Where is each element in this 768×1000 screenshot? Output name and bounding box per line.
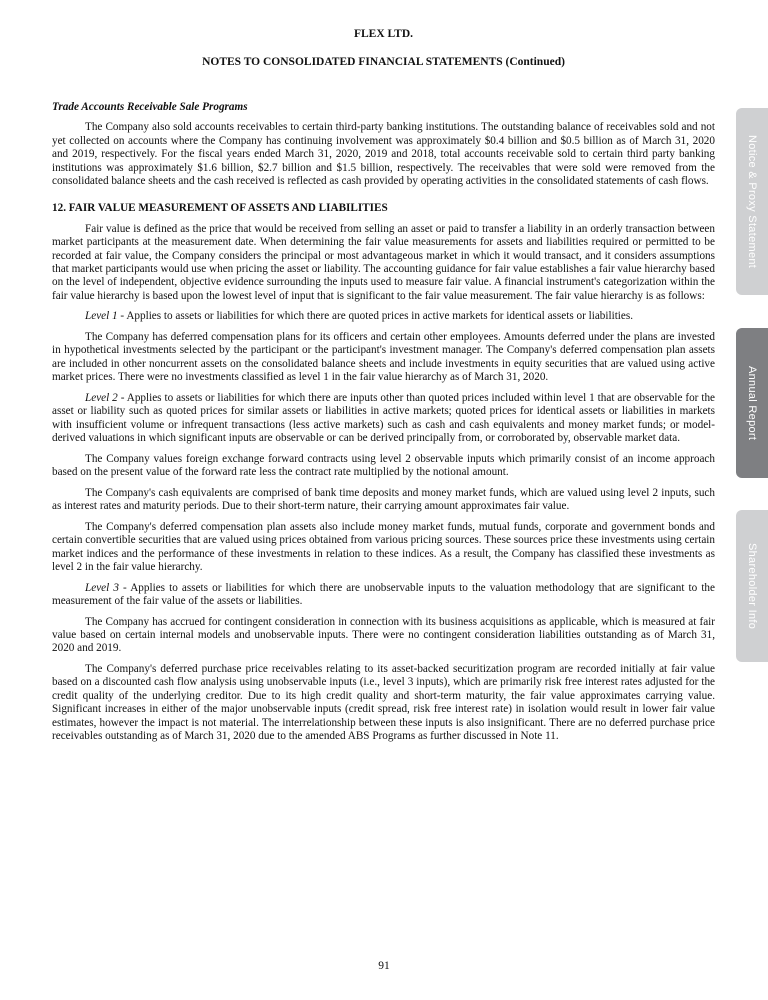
paragraph: The Company has accrued for contingent consideration in connection with its business acquisitions as applicable, which is measured at fair value based on certain internal models and unobservable inputs. There were no contingent consideration liabilities outstanding as of March 31, 2020 and 2019. bbox=[52, 615, 715, 655]
document-title: NOTES TO CONSOLIDATED FINANCIAL STATEMENTS (Continued) bbox=[202, 56, 565, 68]
document-body bbox=[52, 101, 715, 743]
level-label: Level 1 bbox=[85, 310, 118, 323]
tab-notice-proxy-statement[interactable] bbox=[736, 108, 768, 295]
paragraph: The Company's deferred compensation plan assets also include money market funds, mutual funds, corporate and government bonds and certain convertible securities that are valued using prices obtained from various pricing sources. These sources price these investments using certain market indices and the performance of these investments in relation to these indices. As a result, the Company has classified these investments as level 2 in the fair value hierarchy. bbox=[52, 520, 715, 573]
paragraph: Fair value is defined as the price that would be received from selling an asset or paid to transfer a liability in an orderly transaction between market participants at the measurement date. When determining the fair value measurements for assets and liabilities required or permitted to be recorded at fair value, the Company considers the principal or most advantageous market in which it would transact, and it considers assumptions that market participants would use when pricing the asset or liability. The accounting guidance for fair value establishes a fair value hierarchy based on the level of independent, objective evidence surrounding the inputs used to measure fair value. A financial instrument's categorization within the fair value hierarchy is based upon the lowest level of input that is significant to the fair value measurement. The fair value hierarchy is as follows: bbox=[52, 222, 715, 302]
paragraph: The Company's cash equivalents are comprised of bank time deposits and money market funds, which are valued using level 2 inputs, such as interest rates and maturity periods. Due to their short-term nature, their carrying amount approximates fair value. bbox=[52, 486, 715, 513]
document-page bbox=[52, 0, 715, 751]
page-number: 91 bbox=[378, 960, 390, 972]
tab-label: Annual Report bbox=[746, 365, 758, 441]
company-name: FLEX LTD. bbox=[353, 28, 413, 40]
level-text: - Applies to assets or liabilities for which there are unobservable inputs to the valuation methodology that are significant to the measurement of the fair value of the assets or liabilities. bbox=[52, 581, 715, 607]
paragraph: The Company's deferred purchase price receivables relating to its asset-backed securitization program are recorded initially at fair value based on a discounted cash flow analysis using unobservable inputs (i.e., level 3 inputs), which are primarily risk free interest rates adjusted for the credit quality of the underlying creditor. Due to its high credit quality and short-term maturity, the fair value approximates carrying value. Significant increases in either of the major unobservable inputs (credit spread, risk free interest rate) in isolation would result in lower fair value estimates, however the impact is not material. The interrelationship between these inputs is also insignificant. There are no deferred purchase price receivables outstanding as of March 31, 2020 due to the amended ABS Programs as further discussed in Note 11. bbox=[52, 662, 715, 742]
level-3-definition bbox=[52, 582, 715, 609]
tab-annual-report[interactable] bbox=[736, 328, 768, 478]
level-label: Level 2 bbox=[85, 391, 118, 404]
level-label: Level 3 bbox=[85, 581, 119, 594]
paragraph: The Company also sold accounts receivables to certain third-party banking institutions. The outstanding balance of receivables sold and not yet collected on accounts where the Company has continuing involvement was approximately $0.4 billion and $0.5 billion as of March 31, 2020 and 2019, respectively. For the fiscal years ended March 31, 2020, 2019 and 2018, total accounts receivable sold to certain third party banking institutions was approximately $1.6 billion, $2.7 billion and $1.5 billion, respectively. The receivables that were sold were removed from the consolidated balance sheets and the cash received is reflected as cash provided by operating activities in the consolidated statements of cash flows. bbox=[52, 121, 715, 188]
paragraph: The Company has deferred compensation plans for its officers and certain other employees. Amounts deferred under the plans are invested in hypothetical investments selected by the participant or the participant's investment manager. The Company's deferred compensation plan assets are included in other noncurrent assets on the consolidated balance sheets and include investments in equity securities that are valued using active market prices. There were no investments classified as level 1 in the fair value hierarchy as of March 31, 2020. bbox=[52, 331, 715, 384]
section-title-trade: Trade Accounts Receivable Sale Programs bbox=[52, 101, 248, 113]
tab-label: Shareholder Info bbox=[746, 542, 758, 630]
level-text: - Applies to assets or liabilities for which there are inputs other than quoted prices included within level 1 that are observable for the asset or liability such as quoted prices for similar assets or liabilities in active markets; quoted prices for identical assets or liabilities in markets with insufficient volume or infrequent transactions (less active markets) such as cash and cash equivalents and money market funds; or model-derived valuations in which significant inputs are observable or can be derived principally from, or corroborated by, observable market data. bbox=[52, 391, 715, 445]
level-text: - Applies to assets or liabilities for which there are quoted prices in active markets for identical assets or liabilities. bbox=[117, 310, 634, 323]
tab-label: Notice & Proxy Statement bbox=[746, 134, 758, 269]
level-1-definition bbox=[52, 310, 715, 323]
level-2-definition bbox=[52, 392, 715, 446]
tab-shareholder-info[interactable] bbox=[736, 510, 768, 662]
paragraph: The Company values foreign exchange forward contracts using level 2 observable inputs which primarily consist of an income approach based on the present value of the forward rate less the contract rate multiplied by the notional amount. bbox=[52, 452, 715, 479]
section-title-fair-value: 12. FAIR VALUE MEASUREMENT OF ASSETS AND LIABILITIES bbox=[52, 202, 388, 215]
